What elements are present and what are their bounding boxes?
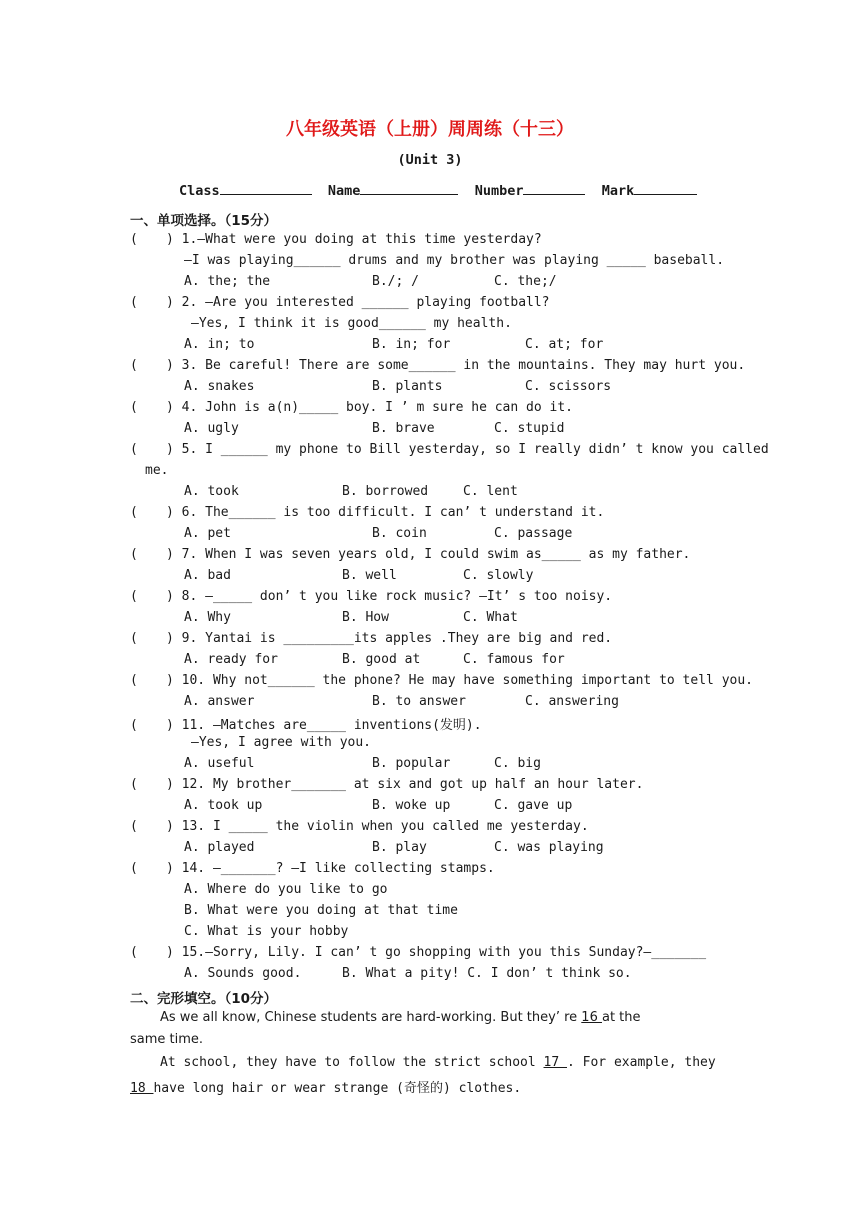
page-title: 八年级英语（上册）周周练（十三） xyxy=(286,119,574,140)
mark-blank xyxy=(634,180,697,195)
number-label: Number xyxy=(474,183,524,199)
option-b: B. What a pity! C. I don’ t think so. xyxy=(342,966,632,981)
cloze-blank-17[interactable]: 17 xyxy=(543,1055,567,1070)
option-a: A. the; the xyxy=(184,274,271,289)
name-blank xyxy=(360,180,458,195)
option-c: C. answering xyxy=(525,694,619,709)
option-a: A. Sounds good. xyxy=(184,966,302,981)
class-blank xyxy=(220,180,312,195)
option-c: C. scissors xyxy=(525,379,612,394)
option-b: B. good at xyxy=(342,652,421,667)
option-b: B. What were you doing at that time xyxy=(184,903,458,918)
cloze-blank-18[interactable]: 18 xyxy=(130,1081,154,1096)
section1-heading: 一、单项选择。（15分） xyxy=(130,213,278,229)
option-a: A. ready for xyxy=(184,652,278,667)
question-continuation: —Yes, I agree with you. xyxy=(191,735,372,750)
cloze-paragraph-2-cont: 18 have long hair or wear strange (奇怪的) clothes. xyxy=(130,1081,522,1096)
option-a: A. pet xyxy=(184,526,231,541)
option-b: B. play xyxy=(372,840,427,855)
option-c: C. What is your hobby xyxy=(184,924,349,939)
option-c: C. slowly xyxy=(463,568,534,583)
question-item: ( ) 5. I ______ my phone to Bill yesterday, so I really didn’ t know you called xyxy=(130,442,769,457)
option-c: C. stupid xyxy=(494,421,565,436)
option-b: B. borrowed xyxy=(342,484,429,499)
option-a: A. snakes xyxy=(184,379,255,394)
question-item: ( ) 4. John is a(n)_____ boy. I ’ m sure he can do it. xyxy=(130,400,573,415)
option-a: A. bad xyxy=(184,568,231,583)
option-a: A. Why xyxy=(184,610,231,625)
option-b: B. in; for xyxy=(372,337,451,352)
mark-label: Mark xyxy=(601,183,635,199)
question-item: ( ) 14. —_______? —I like collecting stamps. xyxy=(130,861,495,876)
option-a: A. useful xyxy=(184,756,255,771)
question-item: ( ) 9. Yantai is _________its apples .They are big and red. xyxy=(130,631,613,646)
option-a: A. played xyxy=(184,840,255,855)
option-c: C. was playing xyxy=(494,840,604,855)
option-a: A. Where do you like to go xyxy=(184,882,388,897)
question-item: ( ) 6. The______ is too difficult. I can’ t understand it. xyxy=(130,505,605,520)
name-label: Name xyxy=(327,183,361,199)
question-item: ( ) 1.—What were you doing at this time yesterday? xyxy=(130,232,542,247)
student-info-line xyxy=(179,180,697,199)
option-b: B. brave xyxy=(372,421,435,436)
question-item: ( ) 15.—Sorry, Lily. I can’ t go shopping with you this Sunday?—_______ xyxy=(130,945,707,960)
unit-subtitle: (Unit 3) xyxy=(397,152,463,168)
option-c: C. the;/ xyxy=(494,274,557,289)
cloze-blank-16[interactable]: 16 xyxy=(581,1010,602,1025)
question-item: ( ) 3. Be careful! There are some______ in the mountains. They may hurt you. xyxy=(130,358,746,373)
option-a: A. ugly xyxy=(184,421,239,436)
section2-heading: 二、完形填空。（10分） xyxy=(130,991,278,1007)
question-item: ( ) 8. —_____ don’ t you like rock music? —It’ s too noisy. xyxy=(130,589,613,604)
option-b: B. to answer xyxy=(372,694,466,709)
question-item: ( ) 12. My brother_______ at six and got up half an hour later. xyxy=(130,777,644,792)
cloze-paragraph-1-cont: same time. xyxy=(130,1032,204,1047)
cloze-paragraph-2: At school, they have to follow the strict school 17 . For example, they xyxy=(160,1055,716,1070)
class-label: Class xyxy=(179,183,220,199)
option-b: B. plants xyxy=(372,379,443,394)
question-continuation: me. xyxy=(145,463,169,478)
question-continuation: —I was playing______ drums and my brother was playing _____ baseball. xyxy=(184,253,725,268)
option-b: B. How xyxy=(342,610,389,625)
option-c: C. famous for xyxy=(463,652,565,667)
option-a: A. took up xyxy=(184,798,263,813)
option-c: C. lent xyxy=(463,484,518,499)
option-c: C. What xyxy=(463,610,518,625)
cloze-paragraph-1: As we all know, Chinese students are hard-working. But they’ re 16 at the xyxy=(160,1010,641,1025)
option-b: B./; / xyxy=(372,274,419,289)
option-b: B. popular xyxy=(372,756,451,771)
question-item: ( ) 2. —Are you interested ______ playing football? xyxy=(130,295,550,310)
question-item: ( ) 11. —Matches are_____ inventions(发明). xyxy=(130,718,482,733)
question-continuation: —Yes, I think it is good______ my health. xyxy=(191,316,512,331)
number-blank xyxy=(523,180,585,195)
option-b: B. coin xyxy=(372,526,427,541)
question-item: ( ) 7. When I was seven years old, I could swim as_____ as my father. xyxy=(130,547,691,562)
option-a: A. took xyxy=(184,484,239,499)
option-a: A. answer xyxy=(184,694,255,709)
option-c: C. big xyxy=(494,756,541,771)
option-c: C. passage xyxy=(494,526,573,541)
option-b: B. woke up xyxy=(372,798,451,813)
option-a: A. in; to xyxy=(184,337,255,352)
option-c: C. at; for xyxy=(525,337,604,352)
question-item: ( ) 13. I _____ the violin when you called me yesterday. xyxy=(130,819,589,834)
option-b: B. well xyxy=(342,568,397,583)
option-c: C. gave up xyxy=(494,798,573,813)
question-item: ( ) 10. Why not______ the phone? He may have something important to tell you. xyxy=(130,673,753,688)
